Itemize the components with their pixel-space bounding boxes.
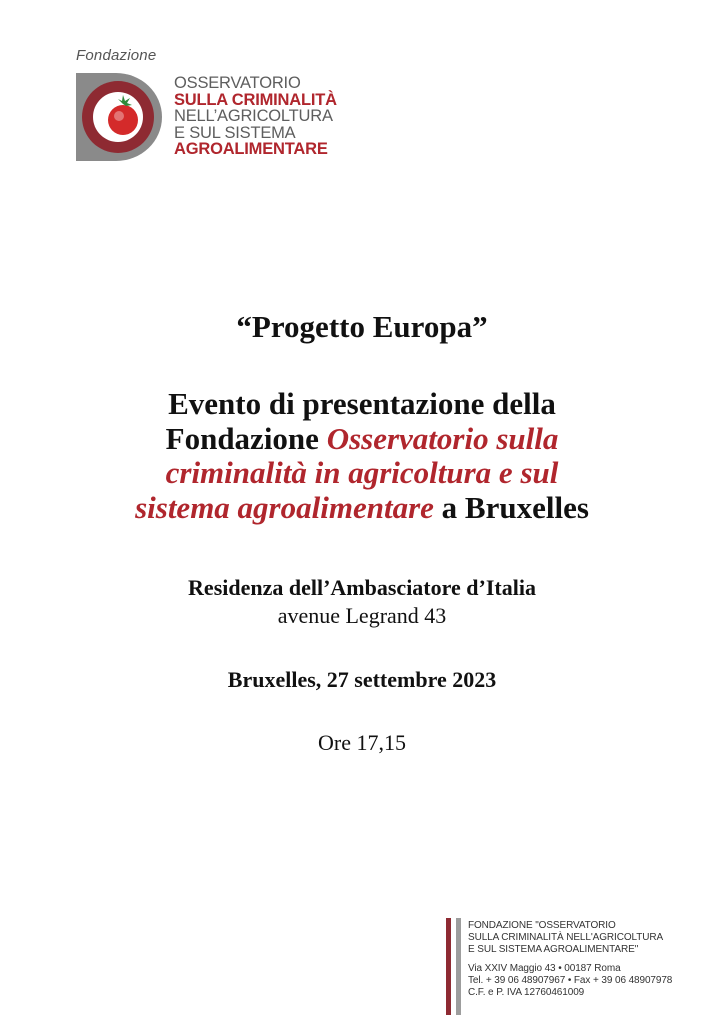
headline-line-2 xyxy=(0,422,724,457)
event-address: avenue Legrand 43 xyxy=(277,603,447,628)
logo-line-osservatorio: OSSERVATORIO xyxy=(174,74,301,92)
footer-name-line: FONDAZIONE "OSSERVATORIO xyxy=(468,920,616,931)
document-title: “Progetto Europa” xyxy=(236,309,488,344)
headline-osservatorio: Osservatorio sulla xyxy=(326,420,559,456)
logo-title xyxy=(174,75,337,158)
footer-name-line: E SUL SISTEMA AGROALIMENTARE" xyxy=(468,943,639,955)
logo-fondazione-label: Fondazione xyxy=(76,47,157,64)
headline-fondazione: Fondazione xyxy=(165,420,327,456)
event-headline xyxy=(0,387,724,525)
logo-line-agroalimentare: AGROALIMENTARE xyxy=(174,140,328,158)
footer-red-bar xyxy=(446,918,451,1015)
footer-phone-fax: Tel. + 39 06 48907967 • Fax + 39 06 48907978 xyxy=(468,975,673,987)
footer-tax-id: C.F. e P. IVA 12760461009 xyxy=(468,986,585,998)
footer-name-line: SULLA CRIMINALITÀ NELL'AGRICOLTURA xyxy=(468,931,664,943)
headline-line-4 xyxy=(0,491,724,526)
logo-line-sistema: E SUL SISTEMA xyxy=(174,123,296,142)
footer-contact-block xyxy=(446,918,722,1018)
event-venue: Residenza dell’Ambasciatore d’Italia xyxy=(188,575,536,600)
logo-line-agricoltura: NELL’AGRICOLTURA xyxy=(174,107,333,125)
event-date: Bruxelles, 27 settembre 2023 xyxy=(227,667,497,692)
logo-line-criminalita: SULLA CRIMINALITÀ xyxy=(174,90,337,109)
event-time: Ore 17,15 xyxy=(318,730,406,755)
tomato-icon xyxy=(76,73,168,161)
footer-text xyxy=(468,920,672,999)
footer-address: Via XXIV Maggio 43 • 00187 Roma xyxy=(468,963,621,975)
headline-line-3: criminalità in agricoltura e sul xyxy=(165,455,559,490)
headline-line-1: Evento di presentazione della xyxy=(168,386,556,421)
footer-gray-bar xyxy=(456,918,461,1015)
headline-sistema: sistema agroalimentare xyxy=(135,489,434,525)
headline-bruxelles: a Bruxelles xyxy=(433,489,589,525)
foundation-logo xyxy=(76,47,376,167)
